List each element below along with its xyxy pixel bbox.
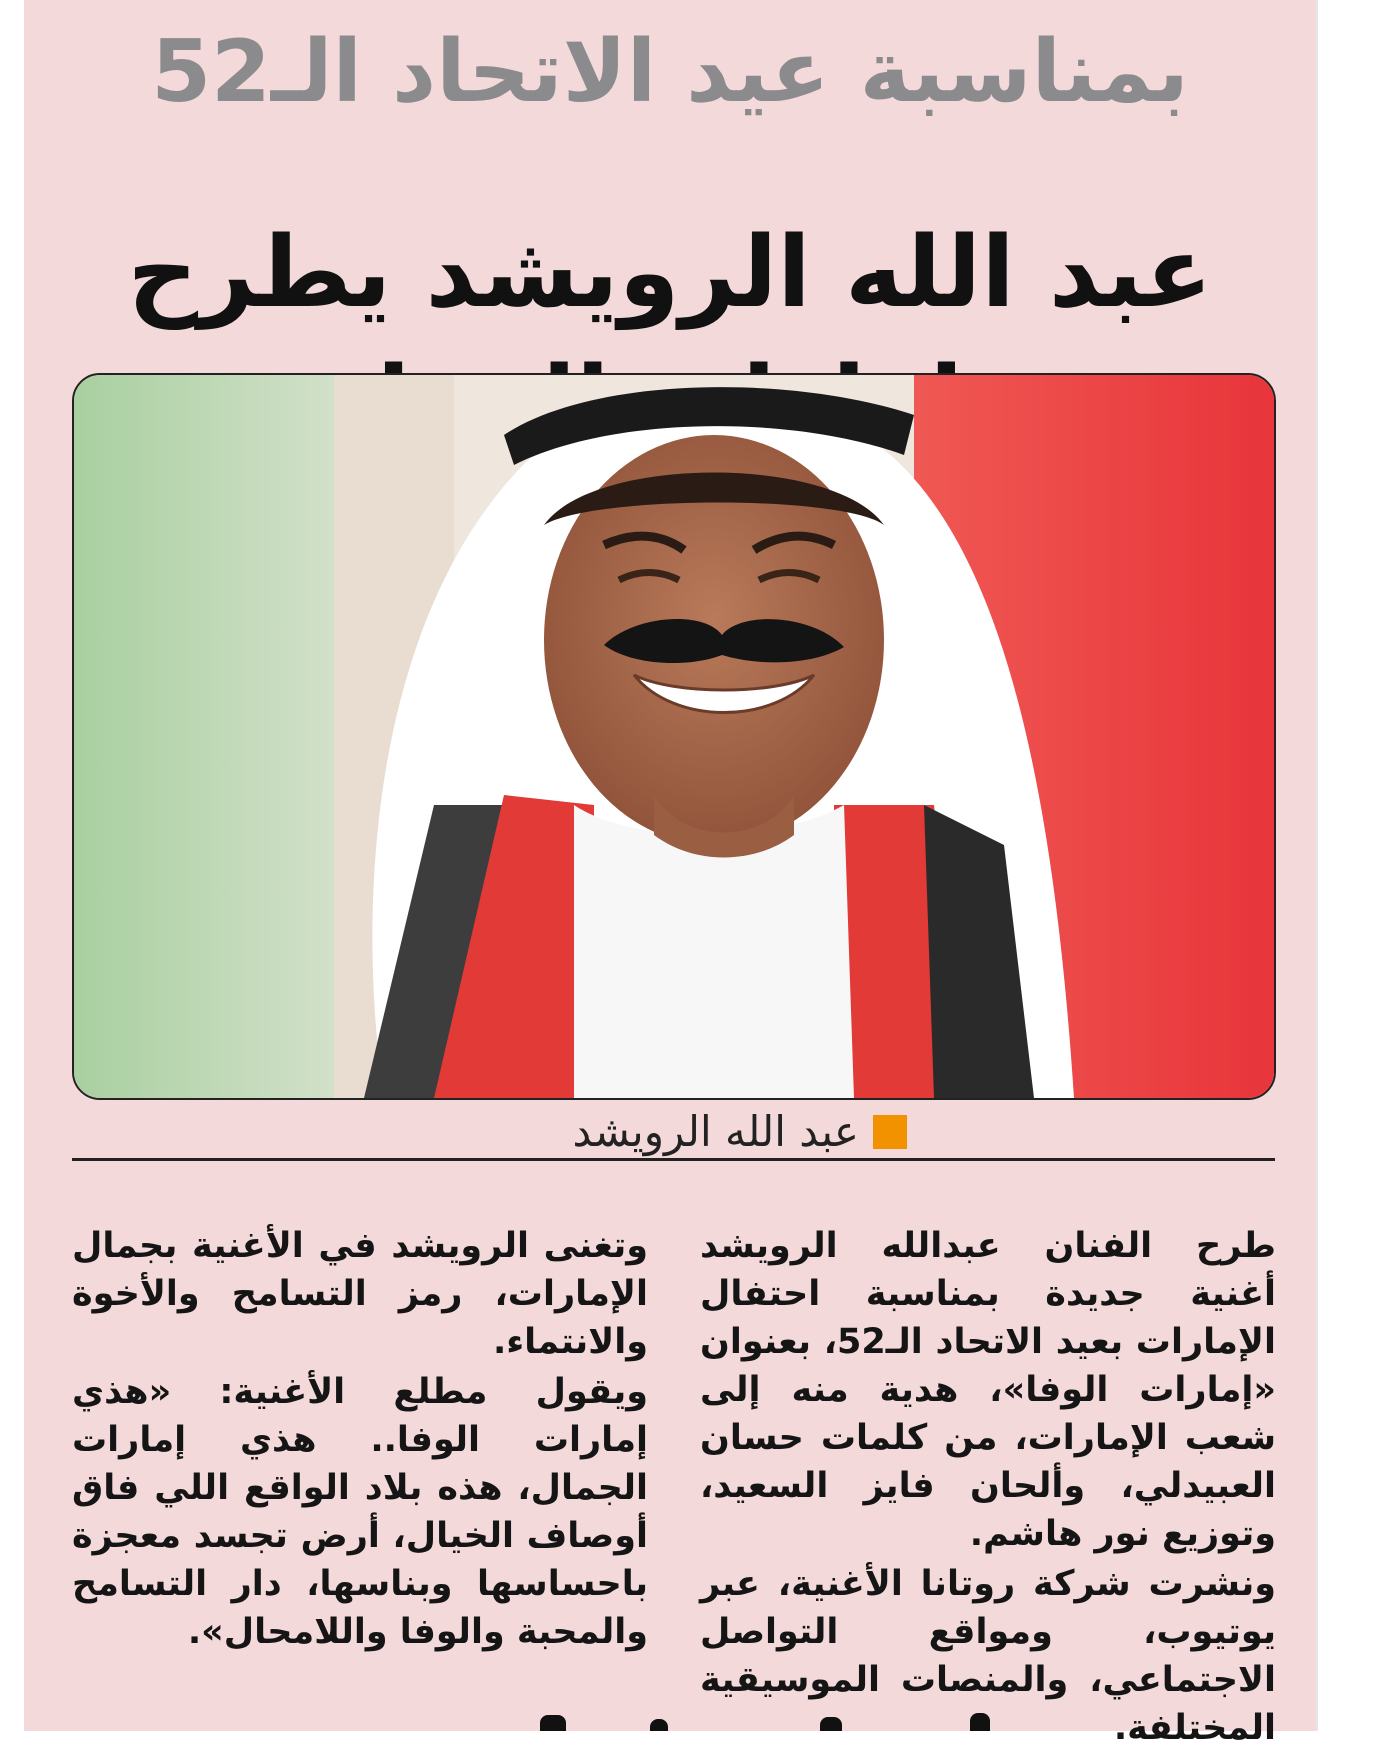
article-column-left bbox=[72, 1222, 648, 1658]
page-margin-strip bbox=[1316, 0, 1373, 1731]
caption-text: عبد الله الرويشد bbox=[572, 1107, 859, 1156]
cropped-next-headline bbox=[500, 1712, 1020, 1731]
paragraph: وتغنى الرويشد في الأغنية بجمال الإمارات، رمز التسامح والأخوة والانتماء. bbox=[72, 1226, 648, 1362]
article-column-right bbox=[700, 1222, 1276, 1754]
caption-marker-icon bbox=[873, 1115, 907, 1149]
paragraph: ويقول مطلع الأغنية: «هذي إمارات الوفا.. هذي إمارات الجمال، هذه بلاد الواقع اللي فاق أوصاف الخيال، أرض تجسد معجزة باحساسها وبناسها، دار التسامح والمحبة والوفا واللامحال». bbox=[72, 1372, 648, 1652]
article-photo bbox=[72, 373, 1276, 1100]
headline: عبد الله الرويشد يطرح bbox=[127, 216, 1213, 330]
kicker-heading: بمناسبة عيد الاتحاد الـ52 bbox=[151, 22, 1189, 122]
paragraph: طرح الفنان عبدالله الرويشد أغنية جديدة بمناسبة احتفال الإمارات بعيد الاتحاد الـ52، بعنوان «إمارات الوفا»، هدية منه إلى شعب الإمارات، من كلمات حسان العبيدلي، وألحان فايز السعيد، وتوزيع نور هاشم. bbox=[700, 1226, 1276, 1554]
divider-rule bbox=[72, 1158, 1275, 1161]
paragraph: ونشرت شركة روتانا الأغنية، عبر يوتيوب، ومواقع التواصل الاجتماعي، والمنصات الموسيقية المختلفة. bbox=[700, 1564, 1276, 1748]
photo-caption bbox=[573, 1108, 908, 1156]
